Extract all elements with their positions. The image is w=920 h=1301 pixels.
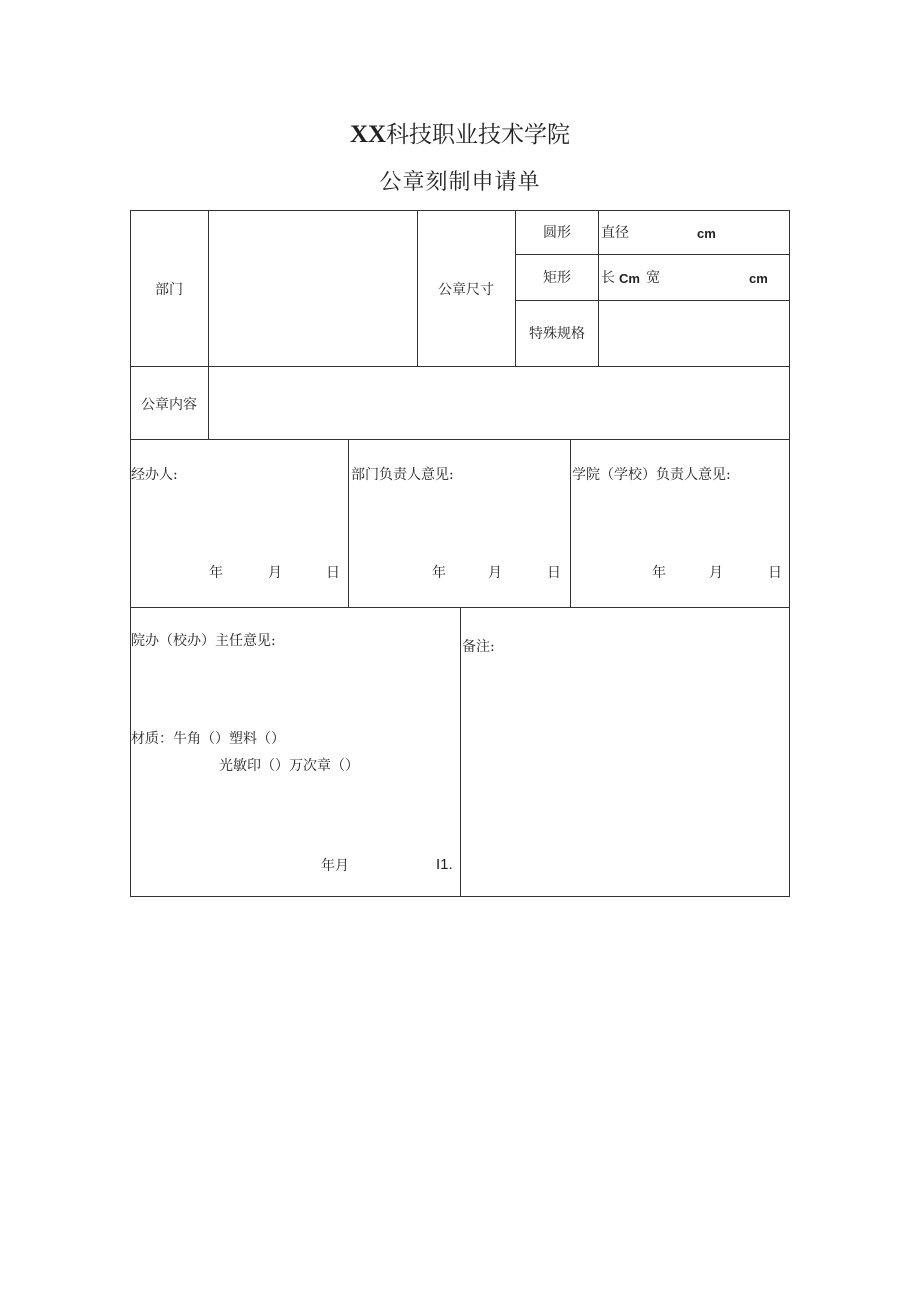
col-divider-shape-label bbox=[598, 211, 599, 366]
page-subtitle: 公章刻制申请单 bbox=[379, 170, 541, 195]
handler-date-month: 月 bbox=[268, 565, 282, 581]
material-line-2: 光敏印（）万次章（） bbox=[219, 758, 359, 774]
round-label: 圆形 bbox=[543, 225, 571, 241]
dept-head-date-month: 月 bbox=[488, 565, 502, 581]
seal-size-label: 公章尺寸 bbox=[438, 282, 494, 298]
remarks-label: 备注: bbox=[462, 639, 495, 655]
row-divider-rect-bottom bbox=[515, 300, 789, 301]
handler-date-day: 日 bbox=[326, 565, 340, 581]
length-label: 长 bbox=[601, 270, 615, 286]
title-rest: 科技职业技术学院 bbox=[386, 122, 571, 148]
dept-head-label: 部门负责人意见: bbox=[351, 467, 454, 483]
department-label: 部门 bbox=[155, 282, 183, 298]
college-head-date-year: 年 bbox=[652, 565, 666, 581]
seal-content-field[interactable] bbox=[211, 369, 787, 437]
col-divider-sign-1 bbox=[348, 439, 349, 607]
width-label: 宽 bbox=[646, 270, 660, 286]
width-unit: cm bbox=[749, 271, 768, 286]
col-divider-size-label bbox=[515, 211, 516, 366]
special-spec-field[interactable] bbox=[601, 303, 787, 363]
col-divider-dept-label bbox=[208, 211, 209, 439]
diameter-label: 直径 bbox=[601, 225, 629, 241]
col-divider-dept-value bbox=[417, 211, 418, 366]
col-divider-sign-2 bbox=[570, 439, 571, 607]
application-form bbox=[130, 210, 790, 897]
material-line-1: 材质：牛角（）塑料（） bbox=[131, 731, 285, 747]
col-divider-remarks bbox=[460, 607, 461, 896]
row-divider-content-bottom bbox=[131, 439, 789, 440]
dept-head-date-day: 日 bbox=[547, 565, 561, 581]
office-head-label: 院办（校办）主任意见: bbox=[131, 633, 276, 649]
diameter-unit: cm bbox=[697, 226, 716, 241]
title-prefix: XX bbox=[349, 121, 387, 148]
seal-content-label: 公章内容 bbox=[141, 397, 197, 413]
row-divider-round-bottom bbox=[515, 254, 789, 255]
special-spec-label: 特殊规格 bbox=[529, 326, 585, 342]
handler-label: 经办人: bbox=[131, 467, 178, 483]
office-head-day: I1. bbox=[436, 856, 453, 873]
row-divider-content-top bbox=[131, 366, 789, 367]
dept-head-date-year: 年 bbox=[432, 565, 446, 581]
rect-label: 矩形 bbox=[543, 270, 571, 286]
page-title bbox=[0, 120, 920, 150]
college-head-label: 学院（学校）负责人意见: bbox=[572, 467, 731, 483]
department-field[interactable] bbox=[211, 213, 415, 363]
length-unit: Cm bbox=[619, 271, 640, 286]
college-head-date-day: 日 bbox=[768, 565, 782, 581]
handler-date-year: 年 bbox=[209, 565, 223, 581]
office-head-date: 年月 bbox=[321, 858, 349, 874]
college-head-date-month: 月 bbox=[709, 565, 723, 581]
